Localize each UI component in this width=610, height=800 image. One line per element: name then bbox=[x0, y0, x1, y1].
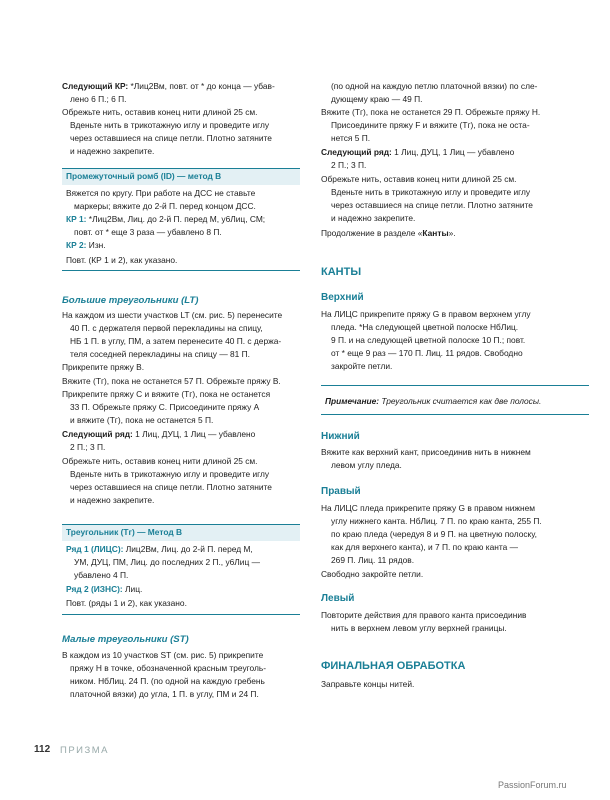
text-line: ником. НбЛиц. 24 П. (по одной на каждую гребень bbox=[70, 676, 265, 686]
row2-line bbox=[66, 583, 142, 596]
text-line: от * еще 9 раз — 170 П. Лиц. 11 рядов. Свободно bbox=[331, 348, 523, 358]
subheading-right: Правый bbox=[321, 486, 361, 497]
divider bbox=[62, 614, 300, 615]
next-kr-text: *Лиц2Вм, повт. от * до конца — убав- bbox=[128, 81, 275, 91]
text-line: 2 П.; 3 П. bbox=[70, 442, 106, 452]
text-line: 9 П. и на следующей цветной полоске 10 П.; повт. bbox=[331, 335, 526, 345]
page-number: 112 bbox=[34, 744, 51, 755]
next-row-label: Следующий ряд: bbox=[321, 147, 392, 157]
next-row-text: 1 Лиц, ДУЦ, 1 Лиц — убавлено bbox=[391, 147, 515, 157]
section-title-large-triangles: Большие треугольники (LT) bbox=[62, 295, 199, 306]
text-line: и надежно закрепите. bbox=[70, 495, 155, 505]
text-line: 33 П. Обрежьте пряжу С. Присоедините пряжу А bbox=[70, 402, 260, 412]
text-line: Присоедините пряжу F и вяжите (Тг), пока не оста- bbox=[331, 120, 530, 130]
continuation-line bbox=[321, 227, 456, 240]
lt-next-row-line bbox=[62, 428, 255, 441]
text-line: пряжу Н в точке, обозначенной красным треуголь- bbox=[70, 663, 267, 673]
text-line: по краю пледа (чередуя 8 и 9 П. на цветную полоску, bbox=[331, 529, 537, 539]
magazine-name: ПРИЗМА bbox=[60, 745, 109, 756]
box-title-intermediate-rhombus: Промежуточный ромб (ID) — метод В bbox=[66, 171, 222, 181]
text-line: На ЛИЦС прикрепите пряжу G в правом верхнем углу bbox=[321, 309, 531, 319]
text-line: Вяжите (Тг), пока не останется 57 П. Обрежьте пряжу В. bbox=[62, 376, 281, 386]
text-line: 40 П. с держателя первой перекладины на спицу, bbox=[70, 323, 263, 333]
text-line: Вденьте нить в трикотажную иглу и проведите иглу bbox=[70, 120, 270, 130]
text-line: Обрежьте нить, оставив конец нити длиной 25 см. bbox=[62, 107, 258, 117]
text-line: Обрежьте нить, оставив конец нити длиной 25 см. bbox=[321, 174, 517, 184]
text-line: Обрежьте нить, оставив конец нити длиной 25 см. bbox=[62, 456, 258, 466]
divider bbox=[62, 524, 300, 525]
divider bbox=[62, 270, 300, 271]
text-line: маркеры; вяжите до 2-й П. перед концом ДСС. bbox=[74, 201, 256, 211]
note-label: Примечание: bbox=[325, 396, 380, 406]
kr2-line bbox=[66, 239, 106, 252]
next-kr-line bbox=[62, 80, 275, 93]
kr1-text: *Лиц2Вм, Лиц. до 2-й П. перед М, у6Лиц, СМ; bbox=[86, 214, 266, 224]
note-text: Треугольник считается как две полосы. bbox=[379, 396, 542, 406]
box-title-triangle: Треугольник (Тг) — Метод В bbox=[66, 527, 183, 537]
continuation-prefix: Продолжение в разделе « bbox=[321, 228, 423, 238]
text-line: и вяжите (Тг), пока не останется 5 П. bbox=[70, 415, 214, 425]
text-line: Вяжите как верхний кант, присоединив нить в нижнем bbox=[321, 447, 531, 457]
text-line: Повторите действия для правого канта присоединив bbox=[321, 610, 527, 620]
text-line: Вденьте нить в трикотажную иглу и проведите иглу bbox=[331, 187, 531, 197]
next-kr-label: Следующий КР: bbox=[62, 81, 129, 91]
subheading-left: Левый bbox=[321, 593, 355, 604]
text-line: В каждом из 10 участков ST (см. рис. 5) прикрепите bbox=[62, 650, 264, 660]
text-line: 269 П. Лиц. 11 рядов. bbox=[331, 555, 415, 565]
section-title-small-triangles: Малые треугольники (ST) bbox=[62, 634, 189, 645]
row1-line bbox=[66, 543, 253, 556]
text-line: Свободно закройте петли. bbox=[321, 569, 424, 579]
text-line: и надежно закрепите. bbox=[331, 213, 416, 223]
heading-final-finishing: ФИНАЛЬНАЯ ОБРАБОТКА bbox=[321, 660, 466, 672]
text-line: Вяжите (Тг), пока не останется 29 П. Обрежьте пряжу Н. bbox=[321, 107, 541, 117]
text-line: Заправьте концы нитей. bbox=[321, 679, 415, 689]
note-line bbox=[325, 395, 541, 408]
divider bbox=[62, 168, 300, 169]
row1-label: Ряд 1 (ЛИЦС): bbox=[66, 544, 124, 554]
text-line: На ЛИЦС пледа прикрепите пряжу G в правом нижнем bbox=[321, 503, 536, 513]
text-line: Вяжется по кругу. При работе на ДСС не ставьте bbox=[66, 188, 256, 198]
text-line: повт. от * еще 3 раза — убавлено 8 П. bbox=[74, 227, 222, 237]
text-line: Повт. (ряды 1 и 2), как указано. bbox=[66, 598, 187, 608]
row2-label: Ряд 2 (ИЗНС): bbox=[66, 584, 123, 594]
continuation-suffix: ». bbox=[448, 228, 456, 238]
subheading-bottom: Нижний bbox=[321, 431, 360, 442]
text-line: дующему краю — 49 П. bbox=[331, 94, 423, 104]
text-line: (по одной на каждую петлю платочной вязки) по сле- bbox=[331, 81, 538, 91]
row2-text: Лиц. bbox=[122, 584, 143, 594]
watermark: PassionForum.ru bbox=[498, 780, 567, 790]
text-line: На каждом из шести участков LT (см. рис. 5) перенесите bbox=[62, 310, 283, 320]
text-line: левом углу пледа. bbox=[331, 460, 402, 470]
kr2-label: КР 2: bbox=[66, 240, 87, 250]
text-line: Прикрепите пряжу В. bbox=[62, 362, 145, 372]
kr1-line bbox=[66, 213, 265, 226]
next-row-line bbox=[321, 146, 514, 159]
kr1-label: КР 1: bbox=[66, 214, 87, 224]
text-line: лено 6 П.; 6 П. bbox=[70, 94, 127, 104]
text-line: пледа. *На следующей цветной полоске НбЛиц. bbox=[331, 322, 519, 332]
heading-edges: КАНТЫ bbox=[321, 266, 362, 278]
text-line: убавлено 4 П. bbox=[74, 570, 129, 580]
text-line: нить в верхнем левом углу верхней границы. bbox=[331, 623, 507, 633]
divider bbox=[321, 414, 589, 415]
text-line: через оставшиеся на спице петли. Плотно затяните bbox=[70, 482, 272, 492]
text-line: и надежно закрепите. bbox=[70, 146, 155, 156]
text-line: через оставшиеся на спице петли. Плотно затяните bbox=[70, 133, 272, 143]
text-line: углу нижнего канта. НбЛиц. 7 П. по краю канта, 255 П. bbox=[331, 516, 542, 526]
text-line: УМ, ДУЦ, ПМ, Лиц. до последних 2 П., у6Лиц — bbox=[74, 557, 260, 567]
divider bbox=[321, 385, 589, 386]
next-row-label: Следующий ряд: bbox=[62, 429, 133, 439]
text-line: Прикрепите пряжу С и вяжите (Тг), пока не останется bbox=[62, 389, 271, 399]
text-line: НБ 1 П. в углу, ПМ, а затем перенесите 40 П. с держа- bbox=[70, 336, 282, 346]
text-line: Вденьте нить в трикотажную иглу и проведите иглу bbox=[70, 469, 270, 479]
text-line: как для верхнего канта), и 7 П. по краю канта — bbox=[331, 542, 519, 552]
text-line: платочной вязки) до угла, 1 П. в углу, ПМ и 24 П. bbox=[70, 689, 259, 699]
kr2-text: Изн. bbox=[86, 240, 106, 250]
subheading-top: Верхний bbox=[321, 292, 364, 303]
next-row-text: 1 Лиц, ДУЦ, 1 Лиц — убавлено bbox=[132, 429, 256, 439]
text-line: теля соседней перекладины на спицу — 81 П. bbox=[70, 349, 251, 359]
continuation-link-text: Канты bbox=[422, 228, 449, 238]
text-line: через оставшиеся на спице петли. Плотно затяните bbox=[331, 200, 533, 210]
text-line: 2 П.; 3 П. bbox=[331, 160, 367, 170]
text-line: закройте петли. bbox=[331, 361, 393, 371]
text-line: нется 5 П. bbox=[331, 133, 371, 143]
text-line: Повт. (КР 1 и 2), как указано. bbox=[66, 255, 178, 265]
row1-text: Лиц2Вм, Лиц. до 2-й П. перед М, bbox=[123, 544, 253, 554]
